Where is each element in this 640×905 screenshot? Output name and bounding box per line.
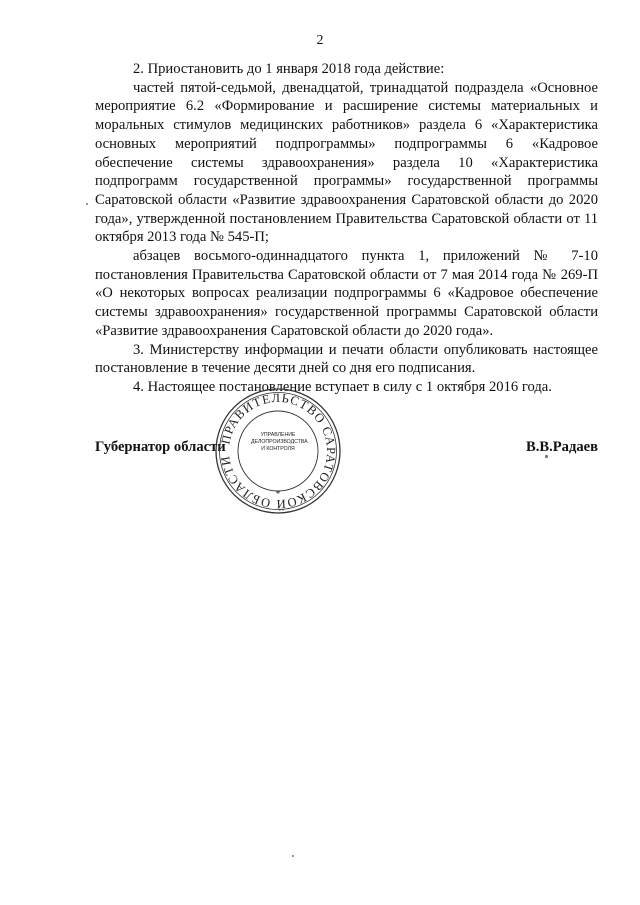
official-seal xyxy=(213,386,343,516)
seal-star-icon: * xyxy=(275,489,281,499)
scan-speck xyxy=(545,455,548,458)
paragraph-item-3: 3. Министерству информации и печати области опубликовать настоящее постановление в течение десяти дней со дня его подписания. xyxy=(95,341,598,377)
signatory-name: В.В.Радаев xyxy=(525,439,598,455)
signatory-position: Губернатор области xyxy=(95,439,226,455)
paragraph-item-2: 2. Приостановить до 1 января 2018 года действие: xyxy=(133,61,445,77)
seal-inner-line: ДЕЛОПРОИЗВОДСТВА xyxy=(251,439,308,445)
paragraph-item-4: 4. Настоящее постановление вступает в силу с 1 октября 2016 года. xyxy=(133,378,552,395)
signature-block xyxy=(95,439,598,461)
seal-inner-line: УПРАВЛЕНИЕ xyxy=(260,432,296,438)
seal-inner-text xyxy=(251,432,308,453)
seal-inner-line: И КОНТРОЛЯ xyxy=(261,446,295,452)
scan-speck xyxy=(86,203,88,205)
paragraph-parts-list: частей пятой-седьмой, двенадцатой, тринадцатой подраздела «Основное мероприятие 6.2 «Формирование и расширение системы материальных и моральных стимулов медицинских работников» раздела 6 «Характеристика основных мероприятий подпрограммы» подпрограммы 6 «Кадровое обеспечение системы здравоохранения» раздела 10 «Характеристика подпрограмм государственной программы» государственной программы Саратовской области «Развитие здравоохранения Саратовской области до 2020 года», утвержденной постановлением Правительства Саратовской области от 11 октября 2013 года № 545-П; xyxy=(95,79,598,246)
paragraph-subsections-list: абзацев восьмого-одиннадцатого пункта 1, приложений № 7-10 постановления Правительства Саратовской области от 7 мая 2014 года № 269-П «О некоторых вопросах реализации подпрограммы 6 «Кадровое обеспечение системы здравоохранения» государственной программы Саратовской области «Развитие здравоохранения Саратовской области до 2020 года». xyxy=(95,248,598,339)
document-body xyxy=(95,60,598,397)
scan-speck xyxy=(292,855,294,857)
seal-ring-text: ПРАВИТЕЛЬСТВО САРАТОВСКОЙ ОБЛАСТИ xyxy=(218,390,339,512)
page-number: 2 xyxy=(316,33,324,48)
